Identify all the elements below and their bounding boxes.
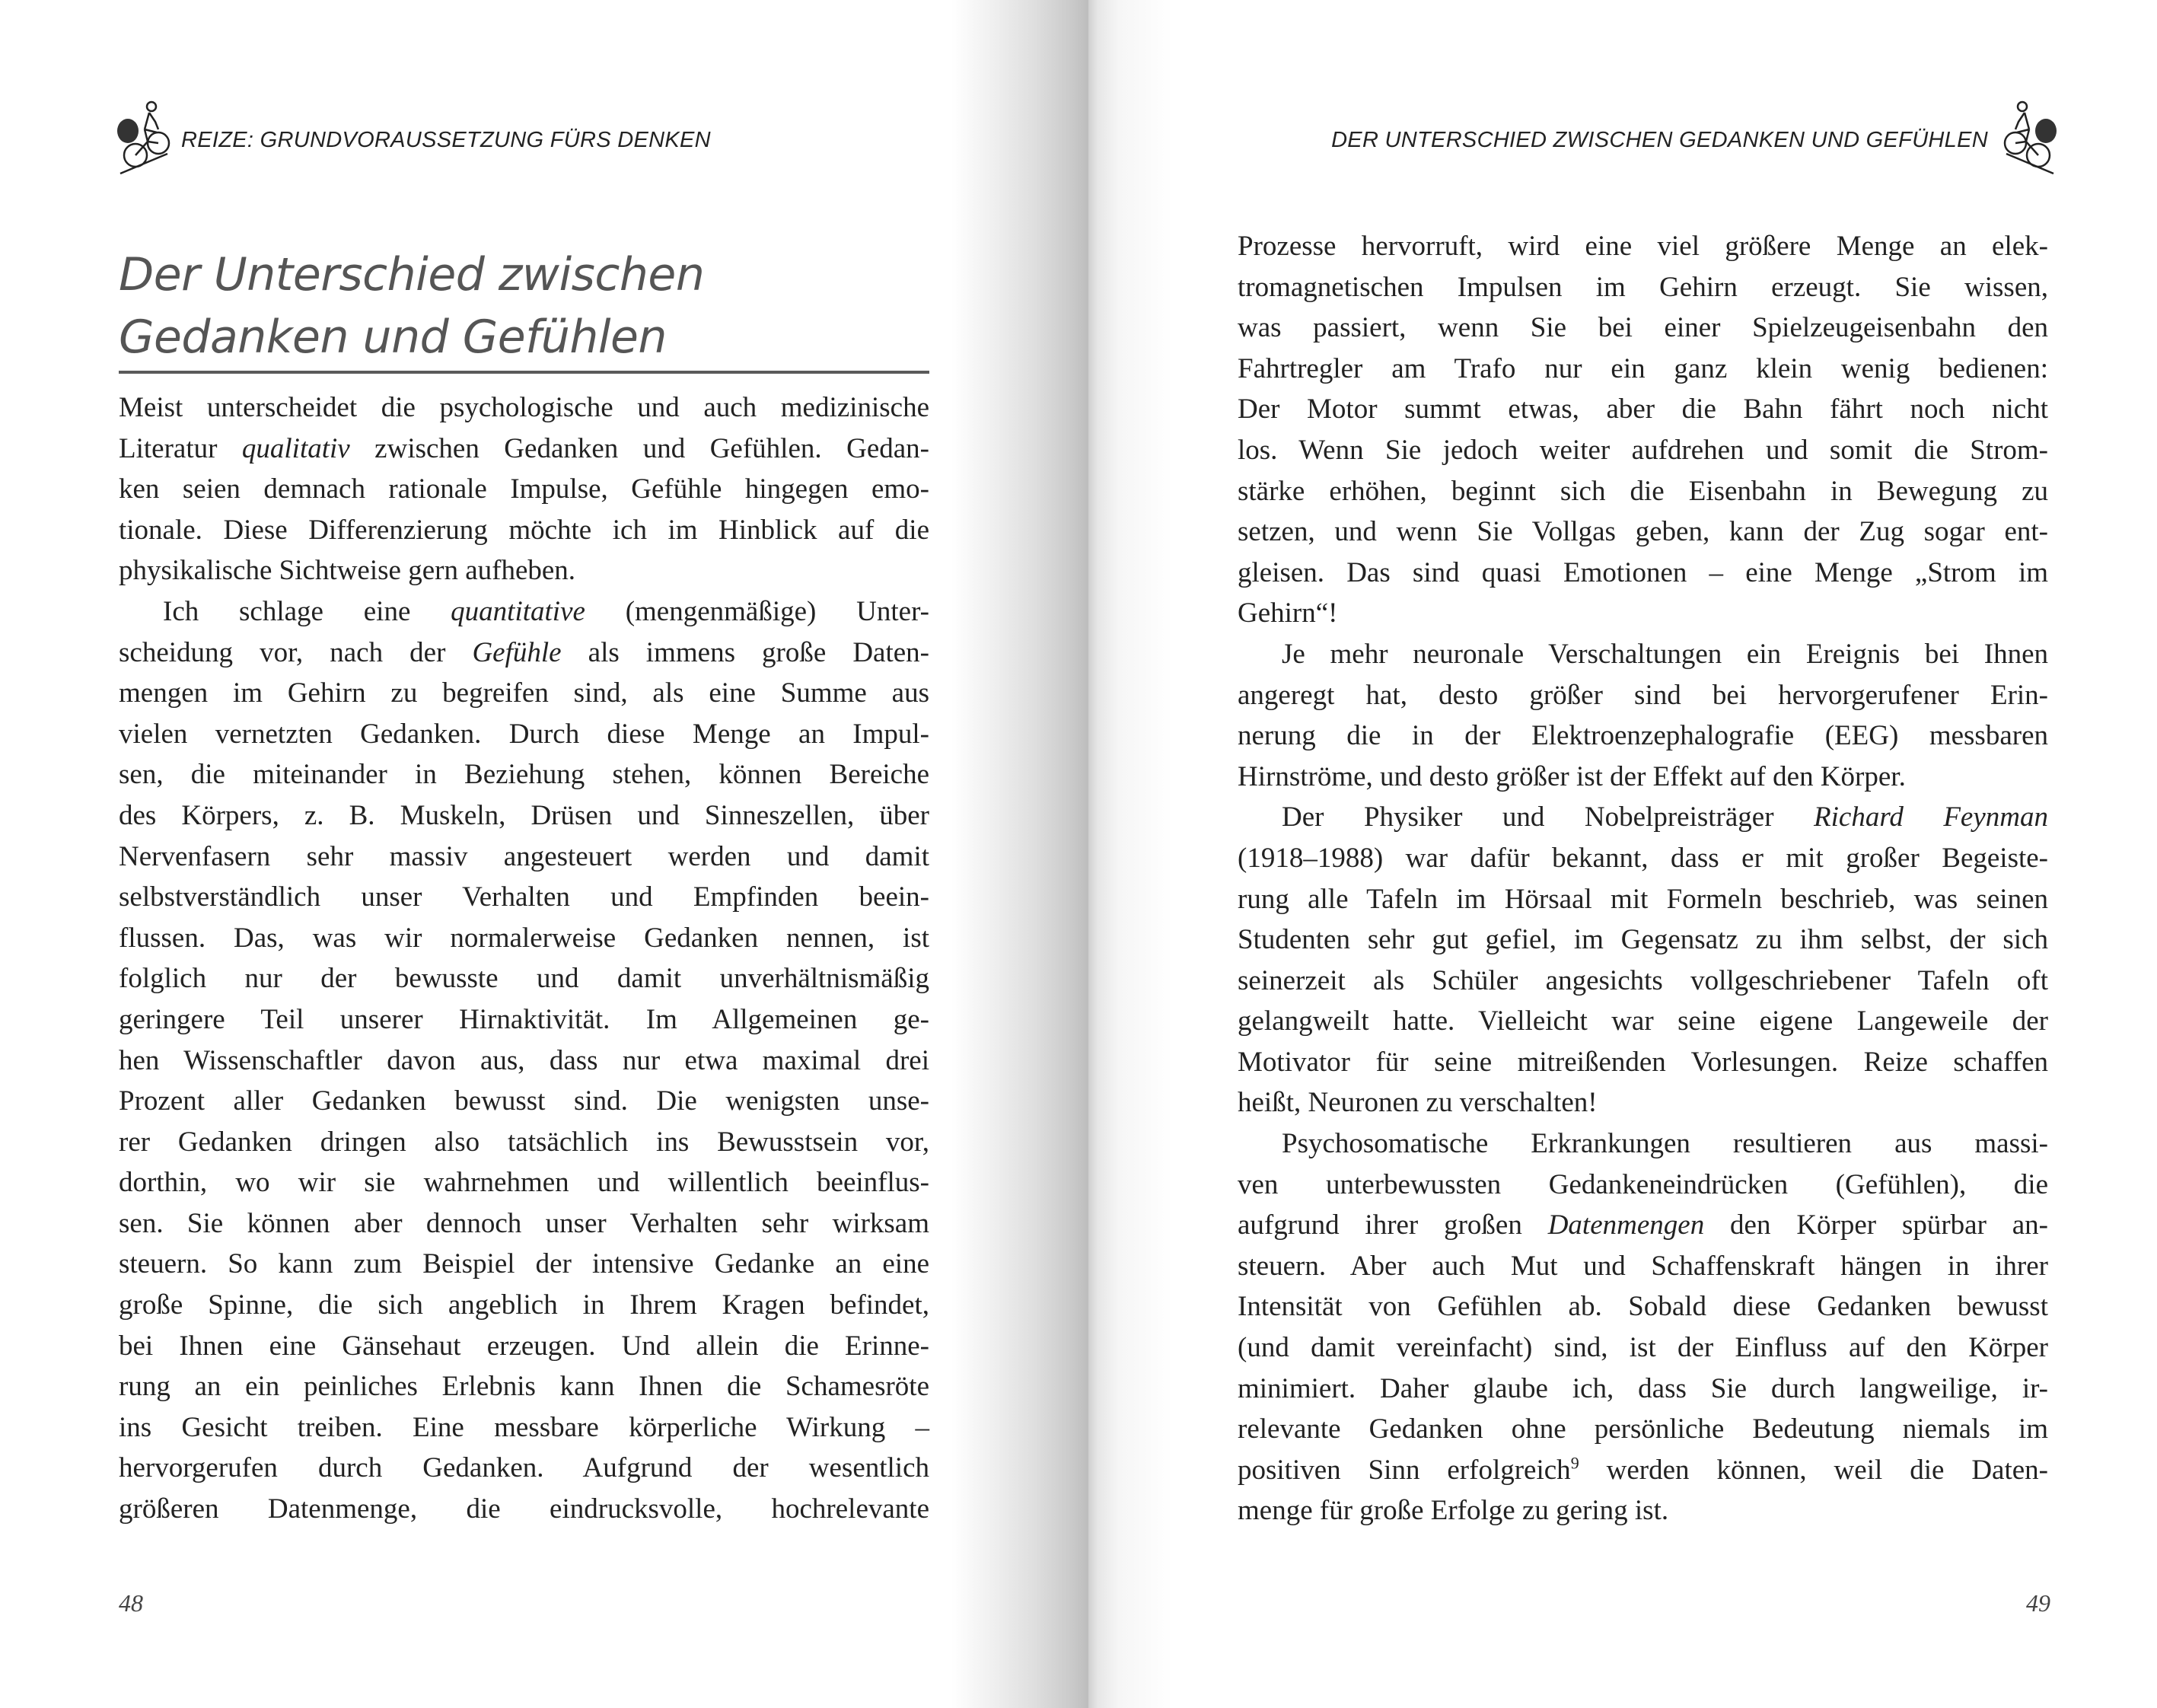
text-line (119, 673, 929, 714)
text-run: rer Gedanken dringen also tatsächlich ins Bewusstsein vor, (119, 1126, 929, 1158)
text-line (1238, 879, 2048, 920)
text-line (119, 429, 929, 470)
text-run: minimiert. Daher glaube ich, dass Sie durch langweilige, ir- (1238, 1372, 2048, 1404)
text-line (119, 550, 929, 591)
text-line (1238, 471, 2048, 512)
text-line (119, 1162, 929, 1203)
text-run: werden können, weil die Daten- (1579, 1454, 2048, 1486)
paragraph (119, 591, 929, 1530)
text-run: Literatur (119, 432, 242, 464)
text-line (1238, 1205, 2048, 1246)
text-run: Hirnströme, und desto größer ist der Effekt auf den Körper. (1238, 760, 1906, 792)
text-run: gleisen. Das sind quasi Emotionen – eine Menge „Strom im (1238, 556, 2048, 588)
paragraph (1238, 226, 2048, 634)
text-run: heißt, Neuronen zu verschalten! (1238, 1087, 1598, 1119)
text-run: sen. Sie können aber dennoch unser Verhalten sehr wirksam (119, 1207, 929, 1239)
text-run: scheidung vor, nach der (119, 636, 473, 668)
text-line (1238, 1082, 2048, 1123)
text-run: steuern. Aber auch Mut und Schaffenskraft hängen in ihrer (1238, 1250, 2048, 1282)
section-title (119, 244, 704, 368)
text-run: seinerzeit als Schüler angesichts vollgeschriebener Tafeln oft (1238, 964, 2048, 996)
text-line (1238, 1286, 2048, 1327)
text-run: relevante Gedanken ohne persönliche Bedeutung niemals im (1238, 1413, 2048, 1445)
text-line (119, 918, 929, 959)
text-line (1238, 797, 2048, 838)
text-line (1238, 553, 2048, 594)
text-run: was passiert, wenn Sie bei einer Spielzeugeisenbahn den (1238, 312, 2048, 344)
text-run: Meist unterscheidet die psychologische und auch medizinische (119, 392, 929, 423)
text-line (119, 1326, 929, 1367)
text-run: menge für große Erfolge zu gering ist. (1238, 1495, 1669, 1527)
text-line (1238, 1450, 2048, 1491)
text-line (1238, 308, 2048, 349)
text-run: selbstverständlich unser Verhalten und Empfinden beein- (119, 881, 929, 913)
text-line (1238, 267, 2048, 308)
text-run: als immens große Daten- (561, 636, 929, 668)
text-line (119, 836, 929, 878)
title-rule (119, 371, 929, 374)
right-page (1088, 0, 2157, 1708)
text-run: den Körper spürbar an- (1704, 1209, 2049, 1241)
text-run: steuern. So kann zum Beispiel der intensive Gedanke an eine (119, 1248, 929, 1280)
text-run: große Spinne, die sich angeblich in Ihrem Kragen befindet, (119, 1289, 929, 1321)
cyclist-icon (114, 99, 183, 175)
text-run: Ich schlage eine (163, 595, 451, 627)
text-line (1238, 1490, 2048, 1531)
text-run: rung an ein peinliches Erlebnis kann Ihnen die Schamesröte (119, 1371, 929, 1403)
text-line (119, 958, 929, 999)
text-run: Psychosomatische Erkrankungen resultieren aus massi- (1282, 1128, 2048, 1160)
text-run: bei Ihnen eine Gänsehaut erzeugen. Und allein die Erinne- (119, 1330, 929, 1362)
text-line (119, 877, 929, 918)
footnote-marker: 9 (1570, 1453, 1579, 1473)
text-line (1238, 430, 2048, 471)
running-head: REIZE: GRUNDVORAUSSETZUNG FÜRS DENKEN (181, 128, 711, 152)
text-line (119, 510, 929, 551)
text-line (119, 1081, 929, 1122)
text-run: Der Physiker und Nobelpreisträger (1282, 801, 1814, 833)
paragraph (1238, 634, 2048, 797)
text-line (1238, 757, 2048, 798)
text-line (119, 1244, 929, 1285)
text-run: des Körpers, z. B. Muskeln, Drüsen und Sinneszellen, über (119, 799, 929, 831)
text-run: mengen im Gehirn zu begreifen sind, als eine Summe aus (119, 677, 929, 709)
text-run: gelangweilt hatte. Vielleicht war seine eigene Langeweile der (1238, 1005, 2048, 1037)
text-line (119, 754, 929, 795)
section-title-line: Gedanken und Gefühlen (119, 311, 667, 364)
text-run: (mengenmäßige) Unter- (585, 595, 929, 627)
text-line (1238, 1409, 2048, 1450)
text-run: nerung die in der Elektroenzephalografie (EEG) messbaren (1238, 720, 2048, 752)
text-run: rung alle Tafeln im Hörsaal mit Formeln beschrieb, was seinen (1238, 883, 2048, 915)
text-line (119, 1489, 929, 1530)
text-run: hen Wissenschaftler davon aus, dass nur etwa maximal drei (119, 1044, 929, 1076)
text-line (119, 714, 929, 755)
text-run: Intensität von Gefühlen ab. Sobald diese Gedanken bewusst (1238, 1291, 2048, 1323)
text-run: Der Motor summt etwas, aber die Bahn fährt noch nicht (1238, 394, 2048, 425)
text-line (1238, 1001, 2048, 1042)
running-head: DER UNTERSCHIED ZWISCHEN GEDANKEN UND GEFÜHLEN (1331, 128, 1988, 152)
text-run: setzen, und wenn Sie Vollgas geben, kann der Zug sogar ent- (1238, 516, 2048, 548)
text-run: tromagnetischen Impulsen im Gehirn erzeugt. Sie wissen, (1238, 271, 2048, 303)
text-line (119, 1040, 929, 1082)
text-run: dorthin, wo wir sie wahrnehmen und willentlich beeinflus- (119, 1167, 929, 1199)
text-line (1238, 715, 2048, 757)
text-run: Motivator für seine mitreißenden Vorlesungen. Reize schaffen (1238, 1046, 2048, 1078)
text-line (119, 1285, 929, 1326)
text-run: Prozent aller Gedanken bewusst sind. Die wenigsten unse- (119, 1085, 929, 1117)
page-number: 48 (119, 1589, 143, 1617)
text-line (1238, 593, 2048, 634)
text-line (119, 1407, 929, 1448)
paragraph (1238, 1123, 2048, 1531)
cyclist-icon (1991, 99, 2060, 175)
text-line (1238, 1246, 2048, 1287)
page-number: 49 (2026, 1589, 2050, 1617)
text-line (119, 999, 929, 1040)
text-line (1238, 919, 2048, 961)
text-line (119, 469, 929, 510)
text-run: aufgrund ihrer großen (1238, 1209, 1548, 1241)
text-run: positiven Sinn erfolgreich (1238, 1454, 1571, 1486)
text-run: tionale. Diese Differenzierung möchte ich im Hinblick auf die (119, 514, 929, 546)
text-line (1238, 226, 2048, 267)
text-line (119, 795, 929, 836)
text-line (119, 1448, 929, 1489)
text-line (1238, 1123, 2048, 1165)
text-run: flussen. Das, was wir normalerweise Gedanken nennen, ist (119, 922, 929, 954)
text-run: Nervenfasern sehr massiv angesteuert werden und damit (119, 840, 929, 872)
text-run: ins Gesicht treiben. Eine messbare körperliche Wirkung – (119, 1411, 929, 1443)
section-title-line: Der Unterschied zwischen (119, 248, 705, 301)
text-line (119, 387, 929, 429)
text-run: stärke erhöhen, beginnt sich die Eisenbahn in Bewegung zu (1238, 475, 2048, 507)
italic-emphasis: qualitativ (241, 432, 350, 464)
text-run: Prozesse hervorruft, wird eine viel größere Menge an elek- (1238, 231, 2048, 262)
text-line (1238, 838, 2048, 879)
text-run: größeren Datenmenge, die eindrucksvolle, hochrelevante (119, 1493, 929, 1525)
text-run: los. Wenn Sie jedoch weiter aufdrehen und somit die Strom- (1238, 434, 2048, 466)
text-line (1238, 1369, 2048, 1410)
text-line (119, 591, 929, 633)
text-run: ken seien demnach rationale Impulse, Gefühle hingegen emo- (119, 473, 929, 505)
paragraph (1238, 797, 2048, 1123)
text-run: hervorgerufen durch Gedanken. Aufgrund der wesentlich (119, 1452, 929, 1484)
text-line (119, 633, 929, 674)
text-run: geringere Teil unserer Hirnaktivität. Im Allgemeinen ge- (119, 1003, 929, 1035)
text-run: vielen vernetzten Gedanken. Durch diese Menge an Impul- (119, 718, 929, 750)
text-line (1238, 1042, 2048, 1083)
italic-emphasis: Gefühle (472, 636, 562, 668)
italic-emphasis: quantitative (451, 595, 585, 627)
text-run: Je mehr neuronale Verschaltungen ein Ereignis bei Ihnen (1282, 638, 2048, 670)
text-run: Studenten sehr gut gefiel, im Gegensatz zu ihm selbst, der sich (1238, 924, 2048, 956)
text-run: ven unterbewussten Gedankeneindrücken (Gefühlen), die (1238, 1168, 2048, 1200)
text-run: (1918–1988) war dafür bekannt, dass er mit großer Begeiste- (1238, 842, 2048, 874)
text-line (1238, 511, 2048, 553)
paragraph (119, 387, 929, 591)
text-line (119, 1122, 929, 1163)
text-line (1238, 349, 2048, 390)
text-run: zwischen Gedanken und Gefühlen. Gedan- (349, 432, 929, 464)
text-line (119, 1203, 929, 1244)
text-line (1238, 1165, 2048, 1206)
body-text (119, 387, 929, 1530)
text-run: angeregt hat, desto größer sind bei hervorgerufener Erin- (1238, 679, 2048, 711)
italic-emphasis: Richard Feynman (1814, 801, 2048, 833)
text-line (1238, 961, 2048, 1002)
text-run: folglich nur der bewusste und damit unverhältnismäßig (119, 963, 929, 995)
text-line (119, 1366, 929, 1407)
text-line (1238, 1327, 2048, 1369)
italic-emphasis: Datenmengen (1547, 1209, 1705, 1241)
text-run: Fahrtregler am Trafo nur ein ganz klein wenig bedienen: (1238, 352, 2048, 384)
text-line (1238, 675, 2048, 716)
text-line (1238, 634, 2048, 675)
text-line (1238, 389, 2048, 430)
text-run: physikalische Sichtweise gern aufheben. (119, 555, 576, 587)
body-text (1238, 226, 2048, 1531)
text-run: sen, die miteinander in Beziehung stehen, können Bereiche (119, 759, 929, 791)
text-run: Gehirn“! (1238, 597, 1338, 629)
text-run: (und damit vereinfacht) sind, ist der Einfluss auf den Körper (1238, 1332, 2048, 1364)
